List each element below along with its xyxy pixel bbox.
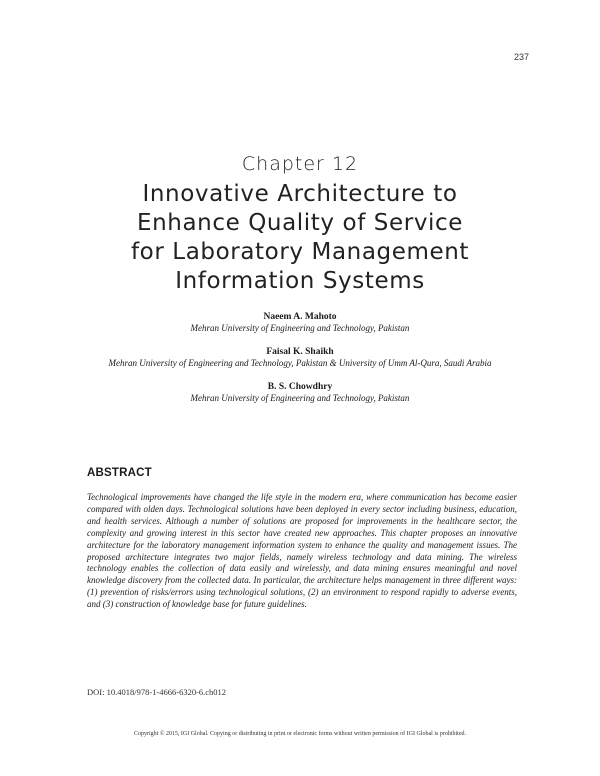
copyright-notice: Copyright © 2015, IGI Global. Copying or distributing in print or electronic forms without written permission of IGI Global is prohibited. [133,731,466,737]
chapter-title-line: Information Systems [175,268,425,294]
author-list [60,311,540,416]
chapter-title [60,180,540,296]
author-entry [30,346,570,369]
abstract-heading: ABSTRACT [87,467,152,479]
doi-line: DOI: 10.4018/978-1-4666-6320-6.ch012 [87,687,227,697]
author-affiliation: Mehran University of Engineering and Technology, Pakistan [190,393,410,403]
author-affiliation: Mehran University of Engineering and Technology, Pakistan [190,323,410,333]
author-name: Naeem A. Mahoto [263,312,337,322]
author-entry [60,381,540,404]
chapter-title-line: Enhance Quality of Service [136,210,464,236]
chapter-title-line: Innovative Architecture to [142,181,458,207]
author-name: Faisal K. Shaikh [266,347,334,357]
author-name: B. S. Chowdhry [267,382,333,392]
author-entry [60,311,540,334]
chapter-label: Chapter 12 [241,153,359,175]
chapter-title-line: for Laboratory Management [130,239,470,265]
page-number: 237 [513,52,529,62]
author-affiliation: Mehran University of Engineering and Technology, Pakistan & University of Umm Al-Qura, Saudi Arabia [108,358,492,368]
abstract-text: Technological improvements have changed the life style in the modern era, where communication has become easier compared with olden days. Technological solutions have been deployed in every sector including business, education, and health services. Although a number of solutions are proposed for improvements in the healthcare sector, the complexity and growing interest in this sector have created new approaches. This chapter proposes an innovative architecture for the laboratory management information system to enhance the quality and management issues. The proposed architecture integrates two major fields, namely wireless technology and data mining. The wireless technology enables the collection of data easily and wirelessly, and data mining ensures meaningful and novel knowledge discovery from the collected data. In particular, the architecture helps management in three different ways: (1) prevention of risks/errors using technological solutions, (2) an environment to respond rapidly to adverse events, and (3) construction of knowledge base for future guidelines. [87,492,517,610]
